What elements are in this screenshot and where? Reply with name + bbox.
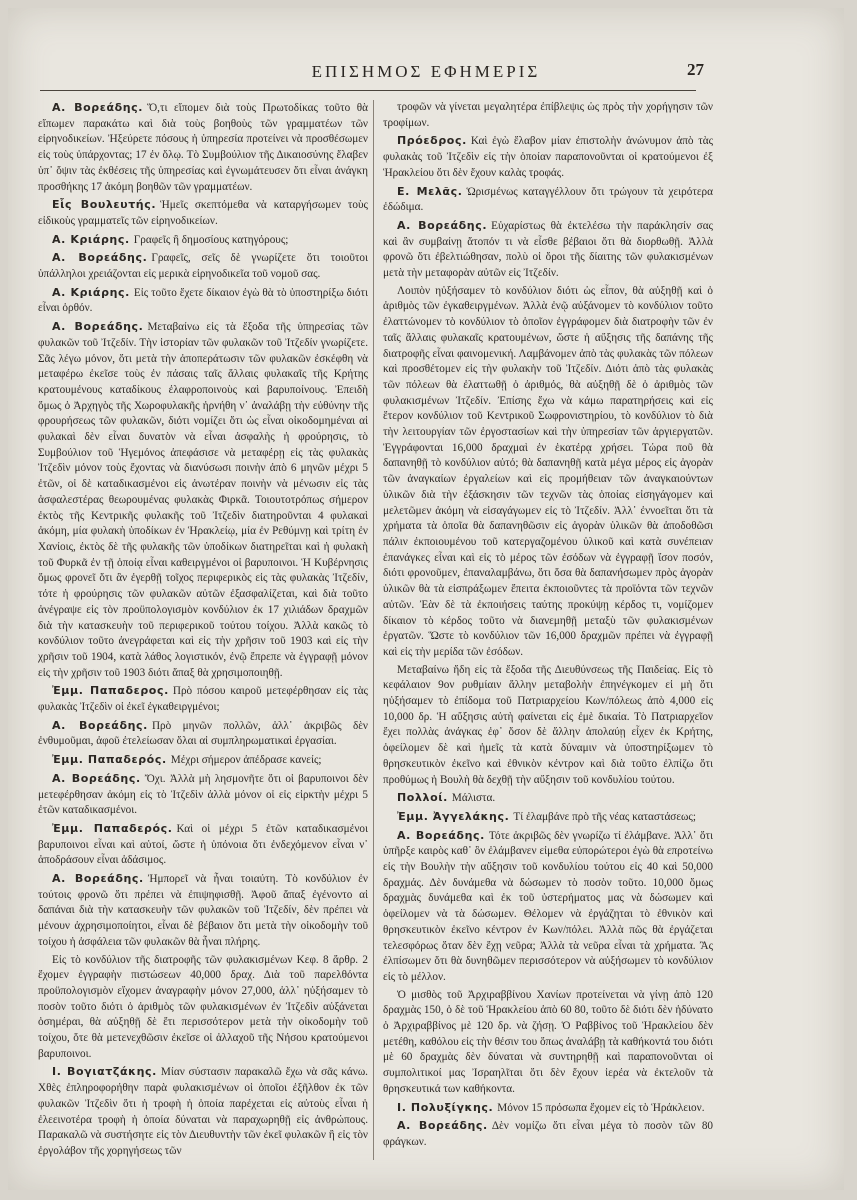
speaker-name: Ἐμμ. Παπαδερος. [52,684,169,698]
paragraph-text: Μίαν σύστασιν παρακαλῶ ἔχω νὰ σᾶς κάνω. Χθὲς ἐπληροφορήθην παρὰ φυλακισμένων οἱ ὁποῖοι ἐξῆλθον ἐκ τῶν φυλακῶν Ἰτζεδὶν ὅτι ἡ τροφὴ ἡ ὁποία παρέχεται εἰς αὐτοὺς εἶναι ἡ ἐλεεινοτέρα τροφὴ ἡ ὁποία δύναται νὰ παραχωρηθῇ εἰς ἀνθρώπους. Παρακαλῶ νὰ συστήσητε εἰς τὸν Διευθυντὴν τῶν ἐκεῖ φυλακῶν ἢ εἰς τὸν ἐργολάβον τῆς χορηγήσεως τῶν [38,1066,368,1157]
paragraph-text: Καὶ ἐγὼ ἔλαβον μίαν ἐπιστολὴν ἀνώνυμον ἀπὸ τὰς φυλακὰς τοῦ Ἰτζεδὶν εἰς τὴν ὁποίαν παραπονοῦνται οἱ κρατούμενοι ἐξ Ἡρακλείου ὅτι δὲν ἔχουν καλὰς τροφάς. [383,135,713,179]
paragraph-text: Τότε ἀκριβῶς δὲν γνωρίζω τί ἐλάμβανε. Ἀλλ᾽ ὅτι ὑπῆρξε καιρὸς καθ᾽ ὃν ἐλάμβανεν εἰμεθα εὐπορώτεροι ἐγὼ θὰ επροτείνω εἰς τὴν Βουλὴν τὴν αὔξησιν τοῦ κονδυλίου τούτου εἰς 40 καὶ 50,000 δραχμάς. Δὲν δυνάμεθα νὰ δώσωμεν τὸ ποσὸν τοῦτο. 10,000 ὅμως δραχμὰς δυνάμεθα καὶ ἐκ τοῦ ὑστερήματος μας νὰ δώσωμεν καὶ ὀφείλομεν νὰ τὰ δώσωμεν. Θέλομεν νὰ ἐργάζηται τὸ ἐθνικὸν καὶ θρησκευτικὸν ἐκεῖνο κέντρον ἐν Κων/πόλει. Ἀλλὰ πῶς θὰ ἐργάζεται τελεσφόρως ὅταν δὲν ἔχῃ νεῦρα; Ἀλλὰ τὰ νεῦρα εἶναι τὰ χρήματα. Ἂς ἐλπίσωμεν ὅτι θὰ δυνηθῶμεν περισσότερον νὰ αὐξήσωμεν τὸ κονδύλιον εἰς τὸ μέλλον. [383,829,713,983]
paragraph [383,809,713,826]
speaker-name: Α. Βορεάδης. [52,320,144,334]
paragraph [38,100,368,195]
paragraph [383,184,713,216]
column-divider [373,100,374,1160]
speaker-name: Ἐμμ. Παπαδερός. [52,753,167,767]
paragraph [38,197,368,229]
paragraph-text: Λοιπὸν ηὐξήσαμεν τὸ κονδύλιον διότι ὡς εἶπον, θὰ αὐξηθῇ καὶ ὁ ἀριθμὸς τῶν ἐγκαθειργμένων. Ἀλλὰ ἐνῷ αὐξάνομεν τὸ κονδύλιον τοῦτο ἐλαττώνομεν τὸ κονδύλιον τὸ ὁποῖον ἐγγράφομεν διὰ διατροφὴν τῶν ἐν ταῖς ἄλλαις φυλακαῖς κρατουμένων, ὥστε ἡ αὔξησις τῆς δαπάνης τῆς διατροφῆς εἶναι φαινομενική. Λαμβάνομεν ἀπὸ τὰς φυλακὰς τῶν πόλεων καὶ προσθέτομεν εἰς τὴν φυλακὴν τοῦ Ἰτζεδίν. Διότι ἀπὸ τὰς φυλακὰς τῶν πόλεων θὰ ἐλαττωθῇ ὁ ἀριθμός, θὰ αὐξηθῇ δὲ ὁ ἀριθμὸς τῶν φυλακισμένων Ἰτζεδίν. Ἐπίσης ἔχω νὰ κάμω παρατηρήσεις καὶ εἰς ἕτερον κονδύλιον τοῦ Κεντρικοῦ Σωφρονιστηρίου, τὸ κονδύλιον τὸ διὰ τὴν λειτουργίαν τῶν ἐργοστασίων καὶ τὴν ὑπηρεσίαν τῶν ἀργιεργατῶν. Ἐγγράφονται 16,000 δραχμαὶ ἐν ἑκατέρᾳ χρήσει. Τώρα ποῦ θὰ δαπανηθῇ τὸ κονδύλιον αὐτό; θὰ δαπανηθῇ κατὰ μέγα μέρος εἰς ἀγορὰν τῶν ἀναγκαίων ἐργαλείων καὶ εἰς προμήθειαν τῶν ἀναγκαιούντων ὑλικῶν διὰ τὴν ἐξάσκησιν τῶν τεχνῶν τὰς ὁποίας εἰσηγάγομεν καὶ μελετῶμεν ἀκόμη νὰ εἰσαγάγωμεν εἰς τὸ Ἰτζεδίν. Ἀλλ᾽ ἐννοεῖται ὅτι τὰ χρήματα τὰ ὁποῖα θὰ δαπανηθῶσιν εἰς ἀγορὰν ὑλικῶν θὰ ἀποδοθῶσι πάλιν ἐκποιουμένου τοῦ κατεργαζομένου ὑλικοῦ καὶ κατὰ συνέπειαν ἐπανάγκες εἶναι καὶ εἰς τὸ μέρος τῶν ἐσόδων νὰ ἐγγραφῇ ἴσον ποσόν, διότι φρονοῦμεν, ἐπαναλαμβάνω, ὅτι ὅσα θὰ δαπανήσωμεν πρὸς ἀγορὰν ὑλικῶν θὰ τὰ εἰσπράξωμεν ἔπειτα ἐκποιοῦντες τὰ προϊόντα τῶν τεχνῶν αὐτῶν. Ἐὰν δὲ τὰ ἐκποιήσεις ταύτης προκύψῃ κέρδος τι, νομίζομεν δίκαιον τὸ κέρδος τοῦτο νὰ διανεμηθῇ μεταξὺ τῶν φυλακισμένων ἐργατῶν. Ὥστε τὸ κονδύλιον τῶν 16,000 δραχμῶν πρέπει νὰ ἐγγραφῇ καὶ εἰς τὴν μερίδα τῶν ἐσόδων. [383,284,713,658]
paragraph [383,218,713,282]
speaker-name: Ι. Πολυξίγκης. [397,1100,494,1114]
paragraph-text: Εἰς τὸ κονδύλιον τῆς διατροφῆς τῶν φυλακισμένων Κεφ. 8 ἄρθρ. 2 ἔχομεν ἐγγραφὴν πιστώσεων 40,000 δραχ. Διὰ τοῦ παρελθόντα προϋπολογισμὸν εἴχομεν ἀναγραφὴν μόνον 27,000, ἀλλ᾽ ηὐξήσαμεν τὸ ποσὸν τοῦτο διότι ὁ ἀριθμὸς τῶν φυλακισμένων ἐν Ἰτζεδὶν αὐξάνεται ὁσημέραι, θὰ αὐξηθῇ δὲ ἔτι περισσότερον μετὰ τὴν οἰκοδομὴν τοῦ τοίχου, ὅτε θὰ μετενεχθῶσιν ἐκεῖσε οἱ ἀλλαχοῦ τῆς Νήσου κρατούμενοι βαρυποινοι. [38,953,368,1060]
paragraph [38,250,368,282]
paragraph [38,752,368,769]
paragraph-text: τροφῶν νὰ γίνεται μεγαλητέρα ἐπίβλεψις ὡς πρὸς τὴν χορήγησιν τῶν τροφίμων. [383,101,713,129]
paragraph-text: Ἡμεῖς σκεπτόμεθα νὰ καταργήσωμεν τοὺς εἰδικοὺς γραμματεῖς τῶν εἰρηνοδικείων. [38,199,368,227]
speaker-name: Α. Κριάρης. [52,232,130,246]
paragraph [38,953,368,1063]
paragraph [38,232,368,249]
paragraph-text: Ἠμπορεῖ νὰ ἦναι τοιαύτη. Τὸ κονδύλιον ἐν τούτοις φρονῶ ὅτι πρέπει νὰ ἐπιψηφισθῇ. Ἀφοῦ ἅπαξ ἐγένοντο αἱ δαπάναι διὰ τὴν κατασκευὴν τῶν φυλακῶν τοῦ Ἰτζεδίν, δὲν πρέπει νὰ μένουν ἀχρησιμοποίητοι, εἶναι δὲ βέβαιον ὅτι μετὰ τὴν οἰκοδομὴν τοῦ τοίχου ἡ ἀσφάλεια τῶν φυλακῶν θὰ ἦναι πλήρης. [38,873,368,948]
paragraph [38,771,368,819]
speaker-name: Α. Βορεάδης. [52,872,144,886]
paragraph-text: Δὲν νομίζω ὅτι εἶναι μέγα τὸ ποσὸν τῶν 80 φράγκων. [383,1120,713,1148]
speaker-name: Ε. Μελᾶς. [397,184,463,198]
paragraph-text: Ὡρισμένως καταγγέλλουν ὅτι τρώγουν τὰ χειρότερα ἐδώδιμα. [383,185,713,214]
paragraph-text: Πρὸ μηνῶν πολλῶν, ἀλλ᾽ ἀκριβῶς δὲν ἐνθυμοῦμαι, ἀφοῦ ἐτελείωσαν ὅλαι αἱ συμπληρωματικαὶ ἐργασίαι. [38,719,368,748]
newspaper-page [8,8,844,1190]
paragraph-text: Γραφεῖς, σεῖς δὲ γνωρίζετε ὅτι τοιοῦτοι ὑπάλληλοι χρειάζονται εἰς μερικὰ εἰρηνοδικεῖα τοῦ νομοῦ σας. [38,252,368,281]
speaker-name: Α. Βορεάδης. [397,1119,488,1133]
speaker-name: Α. Βορεάδης. [52,251,148,265]
speaker-name: Εἷς Βουλευτής. [52,198,157,212]
paragraph [38,718,368,750]
paragraph-text: Τί ἐλαμβάνε πρὸ τῆς νέας καταστάσεως; [513,810,696,823]
paragraph-text: Εἰς τοῦτο ἔχετε δίκαιον ἐγὼ θὰ τὸ ὑποστηρίξω διότι εἶναι ὀρθόν. [38,286,368,315]
paragraph [383,1100,713,1117]
paragraph-text: Πρὸ πόσου καιροῦ μετεφέρθησαν εἰς τὰς φυλακὰς Ἰτζεδὶν οἱ ἐκεῖ ἐγκαθειργμένοι; [38,685,368,714]
paragraph [383,1118,713,1150]
paragraph-text: Μέχρι σήμερον ἀπέδρασε κανείς; [170,754,322,767]
right-column [383,100,713,1170]
paragraph-text: Καὶ οἱ μέχρι 5 ἐτῶν καταδικασμένοι βαρυποινοι εἶναι καὶ αὐτοί, ὥστε ἡ ὑπόνοια ὅτι ἐνδεχόμενον εἶναι ν᾽ ἀποδράσουν εἶναι ἀδάσιμος. [38,822,368,867]
paragraph-text: Ὅ,τι εἴπομεν διὰ τοὺς Πρωτοδίκας τοῦτο θὰ εἴπωμεν παρακάτω καὶ διὰ τοὺς βοηθοὺς τῶν γραμματέων τῶν εἰρηνοδικείων. Ἠξεύρετε πόσους ἡ ὑπηρεσία προτείνει νὰ προσθέσωμεν εἰς τοὺς ὑπάρχοντας; 17 ἐν ὅλῳ. Τὸ Συμβούλιον τῆς Δικαιοσύνης ἔλαβεν ὑπ᾽ ὄψιν τὰς ἐκθέσεις τῆς ὑπηρεσίας καὶ ἐγνωμάτευσεν ὅτι εἶναι ἀνάγκη προσθήκης 17 ἀκόμη βοηθῶν τῶν γραμματέων. [38,102,368,193]
paragraph [383,988,713,1098]
speaker-name: Πολλοί. [397,791,448,805]
left-column [38,100,368,1170]
header-rule [40,90,696,91]
paragraph [38,1064,368,1159]
paragraph-text: Εὐχαρίστως θὰ ἐκτελέσω τὴν παράκλησίν σας καὶ ἂν συμβαίνῃ ἄτοπόν τι νὰ εἶσθε βέβαιοι ὅτι θὰ διορθωθῇ. Ἀλλὰ φρονῶ ὅτι ἐβελτιώθησαν, πολὺ οἱ ὅροι τῆς δίαιτης τῶν φυλακισμένων μετὰ τὴν μεταφορὰν αὐτῶν εἰς Ἰτζεδίν. [383,219,713,280]
paragraph [383,790,713,807]
speaker-name: Α. Βορεάδης. [397,218,488,232]
page-header [8,60,844,86]
paragraph [38,285,368,317]
paragraph [38,319,368,681]
paragraph [383,828,713,986]
speaker-name: Α. Βορεάδης. [397,828,485,842]
paragraph [383,100,713,131]
speaker-name: Α. Βορεάδης. [52,101,144,114]
paragraph [383,663,713,789]
paragraph-text: Μόνον 15 πρόσωπα ἔχομεν εἰς τὸ Ἡράκλειον. [497,1101,705,1114]
paragraph [38,871,368,951]
paragraph-text: Μάλιστα. [451,792,496,805]
paragraph-text: Μεταβαίνω εἰς τὰ ἔξοδα τῆς ὑπηρεσίας τῶν φυλακῶν τοῦ Ἰτζεδίν. Τὴν ἱστορίαν τῶν φυλακῶν τοῦ Ἰτζεδίν γνωρίζετε. Σᾶς λέγω μόνον, ὅτι μετὰ τὴν ἀποπεράτωσιν τῶν φυλακῶν ἐσκέφθη νὰ μεταφέρω ἐκεῖσε τοὺς ἐν πάσαις ταῖς ἄλλαις φυλακαῖς τῆς Κρήτης κρατουμένους καταδίκους ἐλαφροποινοὺς καὶ βαρυποίνους. Ἐπειδὴ ὅμως ὁ Ἀρχηγὸς τῆς Χωροφυλακῆς ἠρνήθη ν᾽ ἀναλάβῃ τὴν εὐθύνην τῆς φρουρήσεως τῶν φυλακῶν, διότι νομίζει ὅτι ὡς εἶναι οἰκοδομημέναι αἱ φυλακαὶ δὲν εἶναι δυνατὸν νὰ εἶναι ἀσφαλὴς ἡ φρούρησις, τὸ Συμβούλιον τοῦ Ἡγεμόνος ἀπεφάσισε νὰ μεταφέρῃ εἰς τὰς φυλακὰς Ἰτζεδὶν μόνον τοὺς ἔχοντας νὰ διανύσωσι ποινὴν ἀπὸ 6 μηνῶν μέχρι 5 ἐτῶν, οἱ δὲ καταδικασμένοι εἰς ἀνωτέραν ποινὴν νὰ μένωσιν εἰς τὰς ἀσφαλεστέρας θεωρουμένας φυλακὰς Φιρκᾶ. Τοιουτοτρόπως σήμερον ἐκτὸς τῆς Κεντρικῆς φυλακῆς τοῦ Ἰτζεδὶν διατηροῦνται 4 φυλακαὶ ἀκόμη, μία φυλακὴ ὑποδίκων ἐν Ἡρακλείῳ, μία ἐν Ρεθύμνῃ καὶ τρίτη ἐν Χανίοις, ἐκτὸς δὲ τῆς φυλακῆς τῶν ὑποδίκων διατηρεῖται καὶ ἡ φυλακὴ τοῦ Φυρκᾶ ἐν τῇ ὁποίᾳ εἶναι καθειργμένοι οἱ βαρυποινοι. Ἡ Κυβέρνησις ὅμως φρονεῖ ὅτι ἂν ἐγερθῇ τοῖχος περιφερικὸς εἰς τὰς φυλακὰς Ἰτζεδίν, τότε ἡ φρούρησις τῶν φυλακῶν αὐτῶν ἐξασφαλίζεται, καὶ διὰ τοῦτο ἀνέγραψε εἰς τὸν προϋπολογισμὸν κονδύλιον ἐκ 17 χιλιάδων δραχμῶν διὰ τὴν κατασκευὴν τοῦ περιφερικοῦ τούτου τοίχου. Ἀλλὰ κακῶς τὸ κονδύλιον τοῦτο ἀνεγράφεται καὶ εἰς τὴν χρῆσιν τοῦ 1903 καὶ εἰς τὴν χρῆσιν τοῦ 1904, κατὰ λάθος λογιστικόν, ἐνῷ ἔπρεπε νὰ ἐγγραφῇ μόνον εἰς τὴν χρῆσιν τοῦ 1903 διότι ἅπαξ θὰ χρησιμοποιηθῇ. [38,321,368,679]
paragraph-text: Ὄχι. Ἀλλὰ μὴ λησμονῆτε ὅτι οἱ βαρυποινοι δὲν μετεφέρθησαν ἀκόμη εἰς τὸ Ἰτζεδὶν ἀλλὰ μόνον οἱ εἰς εἱρκτὴν μέχρι 5 ἐτῶν καταδικασμένοι. [38,772,368,817]
paragraph-text: Ὁ μισθὸς τοῦ Ἀρχιραββίνου Χανίων προτείνεται νὰ γίνῃ ἀπὸ 120 δραχμὰς 150, ὁ δὲ τοῦ Ἡρακλείου ἀπὸ 60 80, τοῦτο δὲ διότι δὲν ἠδύνατο ὁ Ἀρχιραββίνος μὲ 120 δρ. νὰ ζήσῃ. Ὁ Ραββίνος τοῦ Ἡρακλείου δὲν μετέθη, καθόλου εἰς τὴν θέσιν του ὅπως ἀναλάβῃ τὰ καθήκοντά του διότι μὲ 60 δραχμὰς δὲν δύναται νὰ συντηρηθῇ καὶ παραπονοῦνται οἱ συμπολιτικοί μας Ἰσραηλῖται ὅτι δὲν ἔχουν ἱερέα νὰ ἐκτελοῦν τὰ θρησκευτικά των καθήκοντα. [383,988,713,1095]
speaker-name: Πρόεδρος. [397,134,467,148]
speaker-name: Ἐμμ. Ἀγγελάκης. [397,809,510,823]
header-title: ΕΠΙΣΗΜΟΣ ΕΦΗΜΕΡΙΣ [311,62,541,81]
paragraph [38,683,368,715]
speaker-name: Ι. Βογιατζάκης. [52,1065,157,1079]
paragraph-text: Γραφεῖς ἢ δημοσίους κατηγόρους; [133,233,289,246]
paragraph [38,821,368,869]
speaker-name: Α. Βορεάδης. [52,718,148,732]
paragraph-text: Μεταβαίνω ἤδη εἰς τὰ ἔξοδα τῆς Διευθύνσεως τῆς Παιδείας. Εἰς τὸ κεφάλαιον 9ον ρυθμίαιν ἄλλην μεταβολὴν ἐπηνέγκομεν εἰ μὴ ὅτι ηὐξήσαμεν τὸ ἐπίδομα τοῦ Πατριαρχείου Κων/πόλεως ἀπὸ 4,000 εἰς 10,000 δρ. Ἡ αὔξησις αὐτὴ φαίνεται εἰς ἐμὲ δικαία. Τὸ Πατριαρχεῖον ἔχει πολλὰς ἀνάγκας ἐφ᾽ ὅσον δὲ ἄλλην ἀπολαύῃ εἶχεν ἐκ Κρήτης, ὀφείλομεν δὲ καὶ ἡμεῖς τὰ κατὰ δύναμιν νὰ ὑποστηρίξωμεν τὸ θρησκευτικὸν ἐκεῖνο καὶ ἐθνικὸν κέντρον καὶ διὰ τοῦτο ἐλπίζω ὅτι προθύμως ἡ Βουλὴ θὰ δεχθῇ τὴν αὔξησιν τοῦ κονδυλίου τούτου. [383,663,713,786]
paragraph [383,133,713,181]
speaker-name: Α. Κριάρης. [52,285,130,299]
paragraph [383,284,713,661]
speaker-name: Ἐμμ. Παπαδερός. [52,821,173,835]
page-number: 27 [687,60,704,79]
speaker-name: Α. Βορεάδης. [52,771,141,785]
